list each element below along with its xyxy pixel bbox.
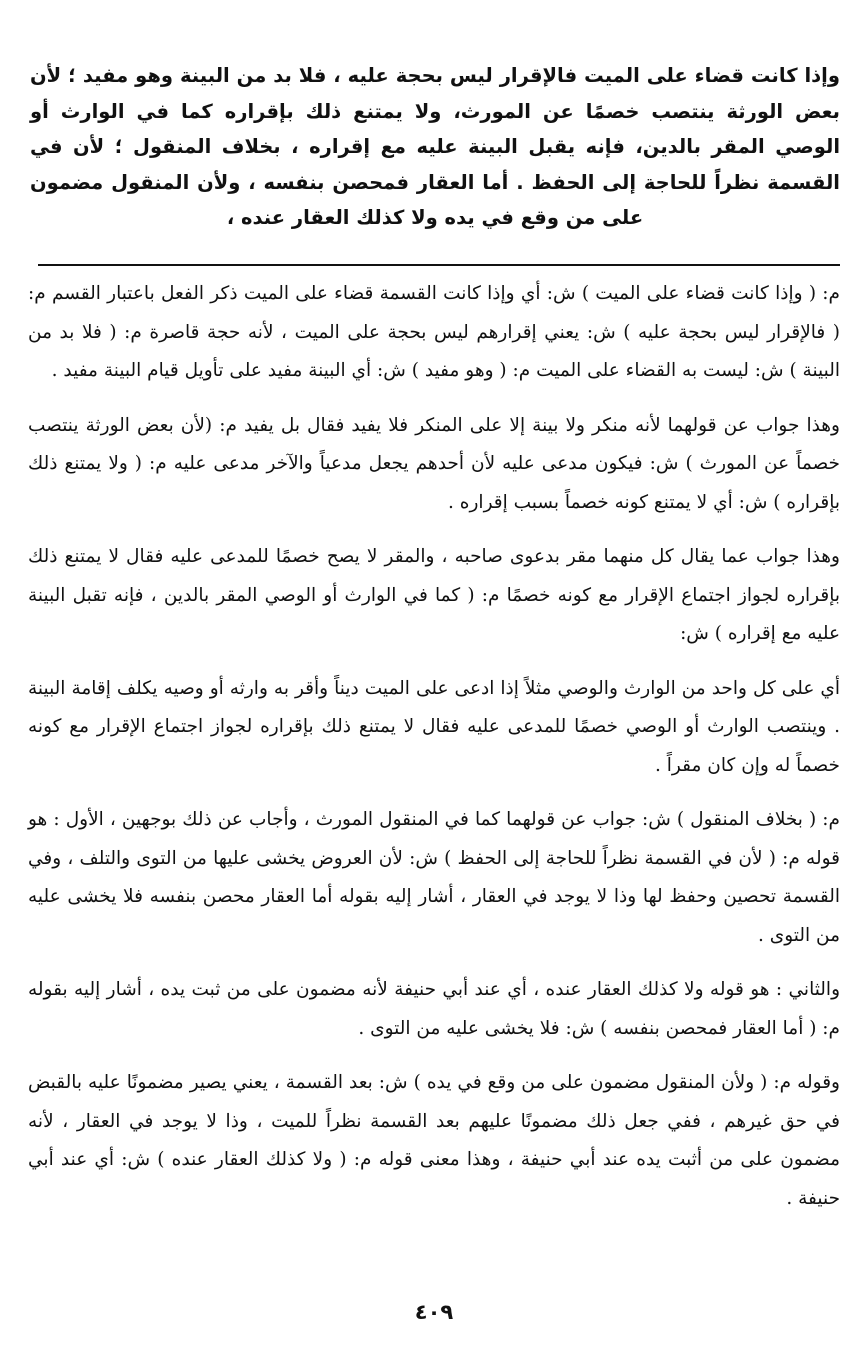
commentary-paragraph: م: ( وإذا كانت قضاء على الميت ) ش: أي وإذا كانت القسمة قضاء على الميت ذكر الفعل باعتبار القسم م: ( فالإقرار ليس بحجة عليه ) ش: يعني إقرارهم ليس بحجة على الميت ، لأنه حجة قاصرة م: ( فلا بد من البينة ) ش: ليست به القضاء على الميت م: ( وهو مفيد ) ش: أي البينة مفيد على تأويل قيام البينة مفيد . [28, 283, 840, 381]
commentary-block [28, 275, 840, 1218]
commentary-paragraph: وهذا جواب عما يقال كل منهما مقر بدعوى صاحبه ، والمقر لا يصح خصمًا للمدعى عليه فقال لا يمتنع ذلك بإقراره لجواز اجتماع الإقرار مع كونه خصمًا م: ( كما في الوارث أو الوصي المقر بالدين ، فإنه تقبل البينة عليه مع إقراره ) ش: [28, 546, 840, 644]
page-number: ٤٠٩ [414, 1300, 454, 1324]
main-text-paragraph: وإذا كانت قضاء على الميت فالإقرار ليس بحجة عليه ، فلا بد من البينة وهو مفيد ؛ لأن بعض الورثة ينتصب خصمًا عن المورث، ولا يمتنع ذلك بإقراره كما في الوارث أو الوصي المقر بالدين، فإنه يقبل البينة عليه مع إقراره ، بخلاف المنقول ؛ لأن في القسمة نظراً للحاجة إلى الحفظ . أما العقار فمحصن بنفسه ، ولأن المنقول مضمون على من وقع في يده ولا كذلك العقار عنده ، [30, 64, 840, 229]
section-divider [38, 264, 840, 266]
main-text-block [30, 58, 840, 236]
commentary-paragraph: أي على كل واحد من الوارث والوصي مثلاً إذا ادعى على الميت ديناً وأقر به وارثه أو وصيه يكلف إقامة البينة . وينتصب الوارث أو الوصي خصمًا للمدعى عليه فقال لا يمتنع ذلك بإقراره لجواز اجتماع الإقرار مع كونه خصماً له وإن كان مقراً . [28, 677, 840, 776]
commentary-paragraph: وهذا جواب عن قولهما لأنه منكر ولا بينة إلا على المنكر فلا يفيد فقال بل يفيد م: (لأن بعض الورثة ينتصب خصماً عن المورث ) ش: فيكون مدعى عليه لأن أحدهم يجعل مدعياً والآخر مدعى عليه م: ( ولا يمتنع ذلك بإقراره ) ش: أي لا يمتنع كونه خصماً بسبب إقراره . [28, 414, 840, 513]
commentary-paragraph: وقوله م: ( ولأن المنقول مضمون على من وقع في يده ) ش: بعد القسمة ، يعني يصير مضمونًا عليه بالقبض في حق غيرهم ، ففي جعل ذلك مضمونًا عليهم بعد القسمة نظراً للميت ، وذا لا يوجد في العقار ، لأنه مضمون على من أثبت يده عند أبي حنيفة ، وهذا معنى قوله م: ( ولا كذلك العقار عنده ) ش: أي عند أبي حنيفة . [28, 1072, 840, 1209]
commentary-paragraph: م: ( بخلاف المنقول ) ش: جواب عن قولهما كما في المنقول المورث ، وأجاب عن ذلك بوجهين ، الأول : هو قوله م: ( لأن في القسمة نظراً للحاجة إلى الحفظ ) ش: لأن العروض يخشى عليها من التوى والتلف ، وفي القسمة تحصين وحفظ لها وذا لا يوجد في العقار ، أشار إليه بقوله أما العقار محصن بنفسه فلا يخشى عليه من التوى . [28, 809, 840, 946]
commentary-paragraph: والثاني : هو قوله ولا كذلك العقار عنده ، أي عند أبي حنيفة لأنه مضمون على من ثبت يده ، أشار إليه بقوله م: ( أما العقار فمحصن بنفسه ) ش: فلا يخشى عليه من التوى . [28, 979, 840, 1039]
